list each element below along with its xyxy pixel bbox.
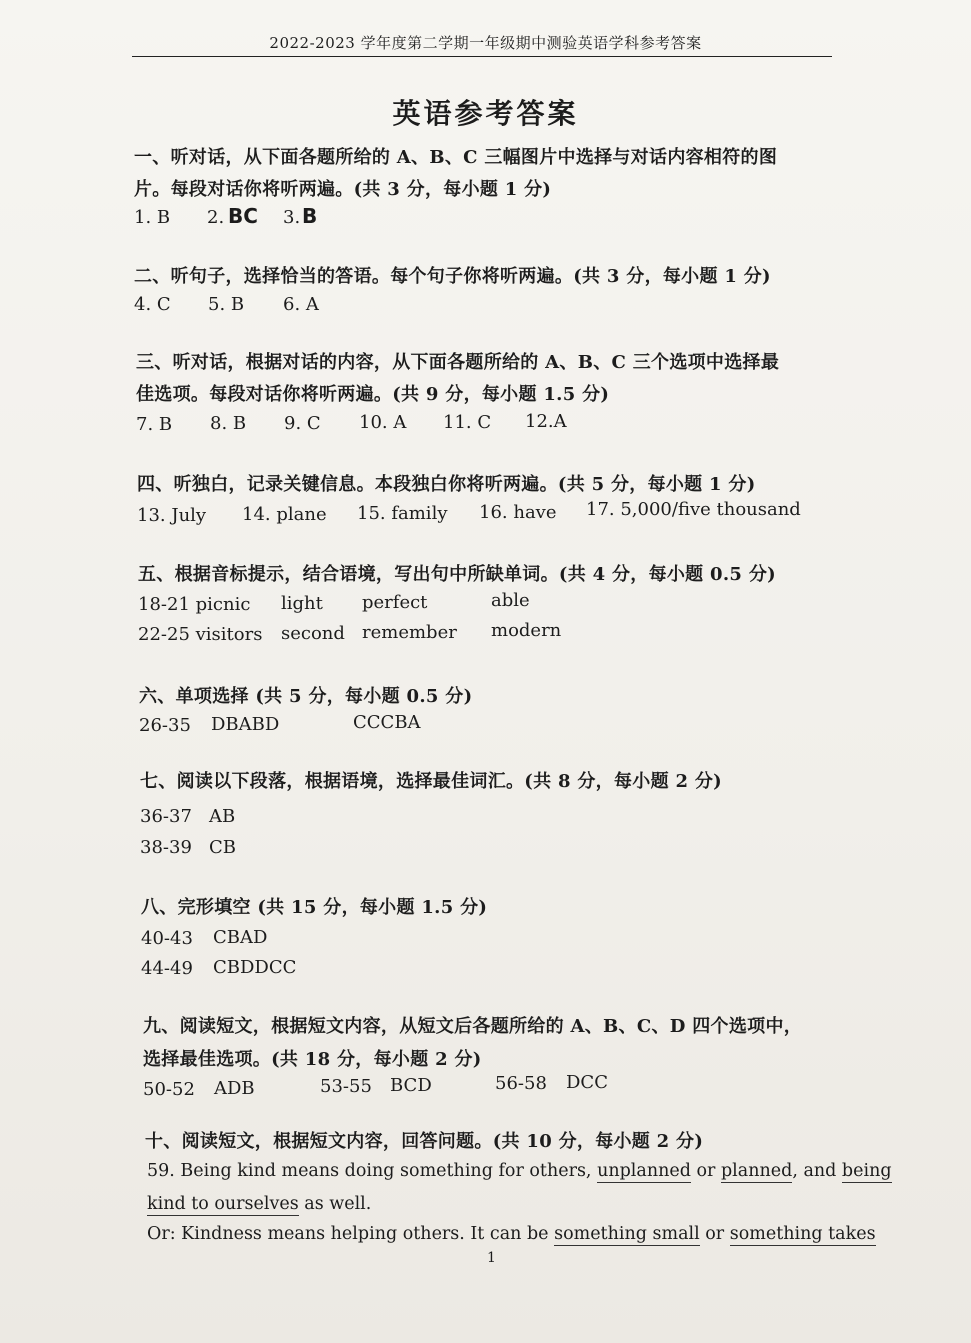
answer-15: 15. family <box>357 503 448 524</box>
underlined-something-takes: something takes <box>729 1224 876 1244</box>
section-3-heading-line-1: 三、听对话，根据对话的内容，从下面各题所给的 A、B、C 三个选项中选择最 <box>136 352 780 373</box>
answer-17: 17. 5,000/five thousand <box>586 499 801 520</box>
section-2-heading: 二、听句子，选择恰当的答语。每个句子你将听两遍。(共 3 分，每小题 1 分) <box>134 266 771 287</box>
answer-word-perfect: perfect <box>362 592 428 613</box>
underlined-kind-to-ourselves: kind to ourselves <box>147 1194 299 1214</box>
answer-26-30: DBABD <box>211 714 280 735</box>
answer-31-35: CCCBA <box>353 712 421 733</box>
answer-50-52: ADB <box>214 1078 255 1099</box>
answer-44-49-label: 44-49 <box>141 958 193 979</box>
answer-59-line-3 <box>147 1224 876 1244</box>
answer-1: 1. B <box>134 207 171 228</box>
answer-16: 16. have <box>479 502 557 523</box>
answer-14: 14. plane <box>242 504 327 525</box>
answer-36-37: AB <box>209 806 236 827</box>
answer-5: 5. B <box>208 294 245 315</box>
answer-53-55: BCD <box>390 1075 432 1096</box>
answer-56-58-label: 56-58 <box>495 1073 547 1094</box>
answer-59-text: or <box>690 1161 721 1181</box>
answer-59-text: 59. Being kind means doing something for others, <box>147 1161 598 1181</box>
answer-38-39-label: 38-39 <box>140 837 192 858</box>
answer-22-25-label: 22-25 visitors <box>138 624 263 645</box>
section-1-heading-line-1: 一、听对话，从下面各题所给的 A、B、C 三幅图片中选择与对话内容相符的图 <box>134 147 778 168</box>
section-8-heading: 八、完形填空 (共 15 分，每小题 1.5 分) <box>141 897 488 918</box>
underlined-planned: planned <box>720 1161 793 1181</box>
answer-word-light: light <box>281 593 323 614</box>
answer-53-55-label: 53-55 <box>320 1076 372 1097</box>
answer-3-handwritten: B <box>302 204 318 228</box>
header-rule <box>132 56 832 57</box>
answer-12: 12.A <box>525 411 567 432</box>
answer-9: 9. C <box>284 413 321 434</box>
answer-4: 4. C <box>134 294 171 315</box>
answer-word-modern: modern <box>491 620 562 641</box>
underlined-unplanned: unplanned <box>597 1161 691 1181</box>
section-5-heading: 五、根据音标提示，结合语境，写出句中所缺单词。(共 4 分，每小题 0.5 分) <box>138 564 776 585</box>
answer-8: 8. B <box>210 413 247 434</box>
answer-59-text: as well. <box>298 1194 372 1214</box>
answer-word-second: second <box>281 623 345 644</box>
section-7-heading: 七、阅读以下段落，根据语境，选择最佳词汇。(共 8 分，每小题 2 分) <box>140 771 722 792</box>
section-10-heading: 十、阅读短文，根据短文内容，回答问题。(共 10 分，每小题 2 分) <box>145 1131 704 1152</box>
section-4-heading: 四、听独白，记录关键信息。本段独白你将听两遍。(共 5 分，每小题 1 分) <box>137 474 756 495</box>
answer-59-line-1 <box>147 1161 892 1181</box>
section-6-heading: 六、单项选择 (共 5 分，每小题 0.5 分) <box>139 686 473 707</box>
answer-7: 7. B <box>136 414 173 435</box>
page-number: 1 <box>487 1250 496 1266</box>
answer-word-able: able <box>491 590 530 611</box>
answer-11: 11. C <box>443 412 492 433</box>
answer-50-52-label: 50-52 <box>143 1079 195 1100</box>
answer-6: 6. A <box>283 294 319 315</box>
answer-59-text: , and <box>792 1161 842 1181</box>
answer-40-43: CBAD <box>213 927 268 948</box>
answer-36-37-label: 36-37 <box>140 806 192 827</box>
answer-word-remember: remember <box>362 622 457 643</box>
section-3-heading-line-2: 佳选项。每段对话你将听两遍。(共 9 分，每小题 1.5 分) <box>136 384 610 405</box>
answer-38-39: CB <box>209 837 236 858</box>
underlined-being: being <box>841 1161 892 1181</box>
section-9-heading-line-2: 选择最佳选项。(共 18 分，每小题 2 分) <box>143 1049 482 1070</box>
answer-26-35-label: 26-35 <box>139 715 191 736</box>
answer-2-number: 2. <box>207 207 225 228</box>
answer-56-58: DCC <box>566 1072 608 1093</box>
answer-18-21-label: 18-21 picnic <box>138 594 251 615</box>
answer-10: 10. A <box>359 412 407 433</box>
section-9-heading-line-1: 九、阅读短文，根据短文内容，从短文后各题所给的 A、B、C、D 四个选项中， <box>143 1016 803 1037</box>
answer-59-alt-text: or <box>699 1224 730 1244</box>
answer-2-handwritten: BC <box>228 204 258 228</box>
underlined-something-small: something small <box>554 1224 700 1244</box>
answer-13: 13. July <box>137 505 207 526</box>
page-title: 英语参考答案 <box>392 97 579 130</box>
section-1-heading-line-2: 片。每段对话你将听两遍。(共 3 分，每小题 1 分) <box>134 179 552 200</box>
answer-40-43-label: 40-43 <box>141 928 193 949</box>
answer-3-number: 3. <box>283 207 301 228</box>
page-header: 2022-2023 学年度第二学期一年级期中测验英语学科参考答案 <box>269 34 702 52</box>
answer-44-49: CBDDCC <box>213 957 297 978</box>
answer-59-line-2 <box>147 1194 371 1214</box>
answer-59-alt-text: Or: Kindness means helping others. It can be <box>147 1224 555 1244</box>
